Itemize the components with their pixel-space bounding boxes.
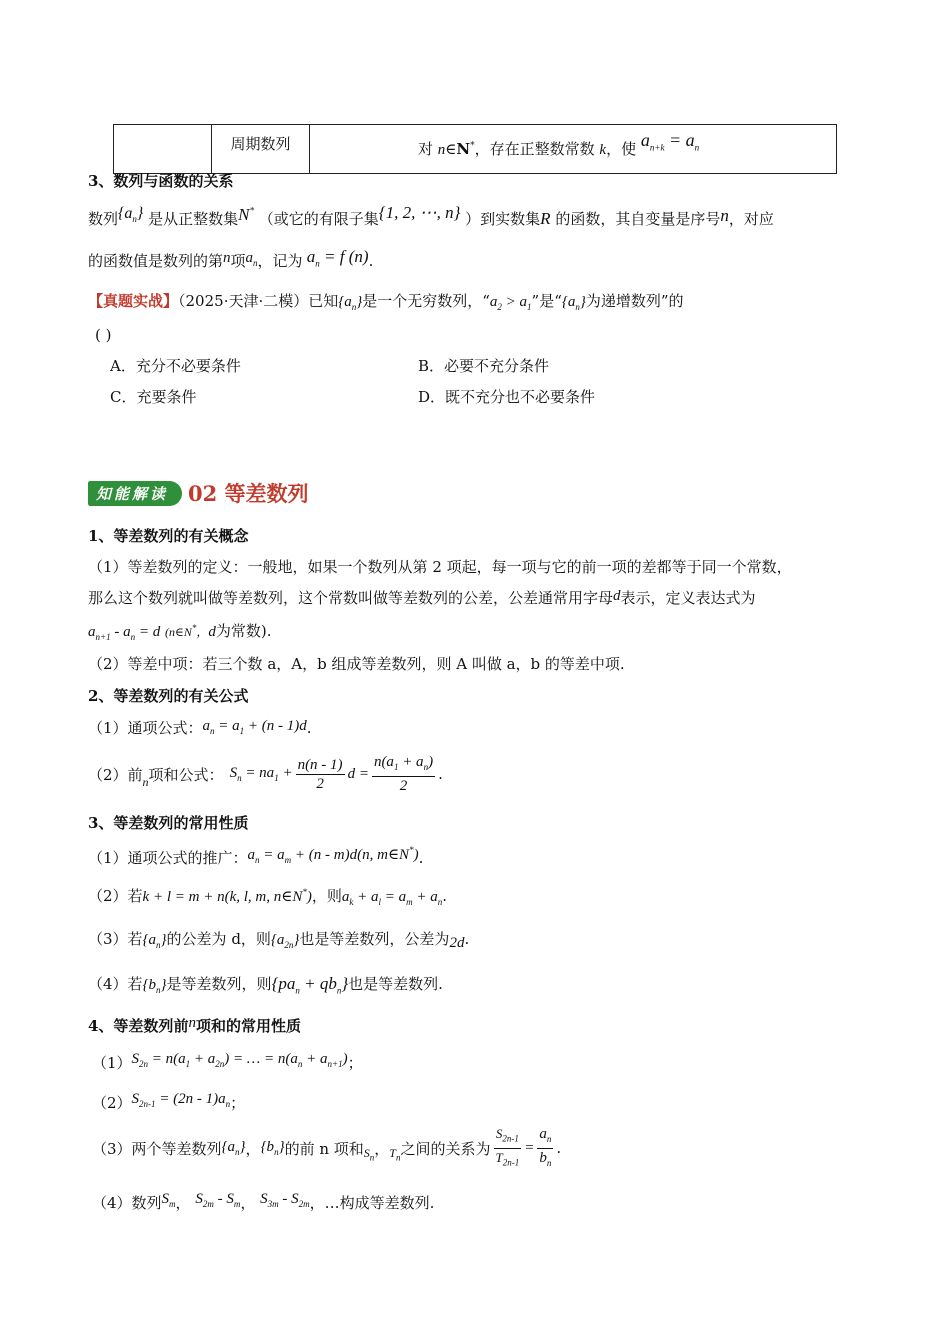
paragraph-function-2: 的函数值是数列的第n项$a_n$，记为 $a_n = f$ (n).: [88, 247, 374, 270]
exam-tag: 【真题实战】: [88, 292, 179, 310]
paragraph-function-1: 数列$\{a_n\}$ 是从正整数集N* （或它的有限子集{1, 2, ⋯, n} ）到实数集R 的函数，其自变量是序号n，对应: [88, 203, 774, 228]
section-banner: [88, 478, 309, 508]
section-title-properties: 3、等差数列的常用性质: [88, 814, 249, 832]
property-4: （4）若$\{b_n\}$是等差数列，则$\{pa_n + qb_n\}$也是等差数列.: [88, 974, 443, 996]
concept-line-3: $a_{n+1} - a_n = d$ (n∈N*，d为常数).: [88, 622, 272, 642]
exam-answer-paren: ( ): [95, 326, 112, 344]
option-d[interactable]: D．既不充分也不必要条件: [418, 388, 596, 406]
property-3: （3）若$\{a_n\}$的公差为 d，则$\{a_{2n}\}$也是等差数列，公差为2d.: [88, 930, 470, 951]
table-cell-empty: [114, 125, 212, 174]
banner-title: 02 等差数列: [188, 481, 309, 506]
sum-property-1: $(1)S_{2n} = n(a_1 + a_{2n})$ = … = $n(a_n + a_{n+1})$；: [92, 1051, 363, 1072]
option-a[interactable]: A．充分不必要条件: [110, 357, 241, 375]
sum-property-3: （3）两个等差数列 $\{a_n\}$ ， $\{b_n\}$ 的前 n 项和 $S_n$ ， $T_n$ 之间的关系为 $\frac{S_{2n-1}}{T_{2n-1}}$ = $\frac{a_n}{b_n}$ .: [92, 1125, 562, 1168]
banner-tag: 知能解读: [88, 481, 182, 506]
table-cell-def: 对 n∈N*，存在正整数常数 k，使 $a_{n+k} = a_n$: [310, 125, 837, 174]
option-c[interactable]: C．充要条件: [110, 388, 197, 406]
concept-line-2: 那么这个数列就叫做等差数列，这个常数叫做等差数列的公差，公差通常用字母d表示，定义表达式为: [88, 588, 756, 607]
sum-property-4: （4）数列$S_m$， $S_{2m} - S_m$， $S_{3m} - S_{2m}$，…构成等差数列.: [92, 1191, 435, 1212]
option-b[interactable]: B．必要不充分条件: [418, 357, 550, 375]
exam-question: 【真题实战】（2025·天津·二模）已知$\{a_n\}$是一个无穷数列，“$a_2 > a_1$”是“$\{a_n\}$为递增数列”的: [88, 292, 684, 312]
property-1: （1）通项公式的推广：$a_n = a_m + (n - m)d(n$, m∈N*).: [88, 845, 424, 867]
formula-general: （1）通项公式：$a_n = a_1 + (n - 1)d$.: [88, 718, 312, 737]
section-title-formula: 2、等差数列的有关公式: [88, 687, 249, 705]
section-title-function: 3、数列与函数的关系: [88, 172, 234, 190]
table-cell-name: 周期数列: [212, 125, 310, 174]
formula-sum: （2）前 n 项和公式： $S_n = na_1$ + $\frac{n(n - 1)}{2}$ d = $\frac{n(a_1 + a_n)}{2}$ .: [88, 754, 443, 794]
period-table: [113, 124, 837, 174]
sum-property-2: $(2)S_{2n-1} = (2n - 1)a_n$；: [92, 1091, 246, 1112]
concept-line-4: （2）等差中项：若三个数 a，A，b 组成等差数列，则 A 叫做 a，b 的等差中项.: [88, 655, 625, 673]
concept-line-1: （1）等差数列的定义：一般地，如果一个数列从第 2 项起，每一项与它的前一项的差都等于同一个常数，: [88, 558, 792, 576]
section-title-concept: 1、等差数列的有关概念: [88, 527, 249, 545]
property-2: （2）若k + l = m + n(k, l, m, n∈N*)，则$a_k + a_l = a_m + a_n$.: [88, 887, 448, 907]
section-title-sum-properties: 4、等差数列前n项和的常用性质: [88, 1015, 301, 1035]
